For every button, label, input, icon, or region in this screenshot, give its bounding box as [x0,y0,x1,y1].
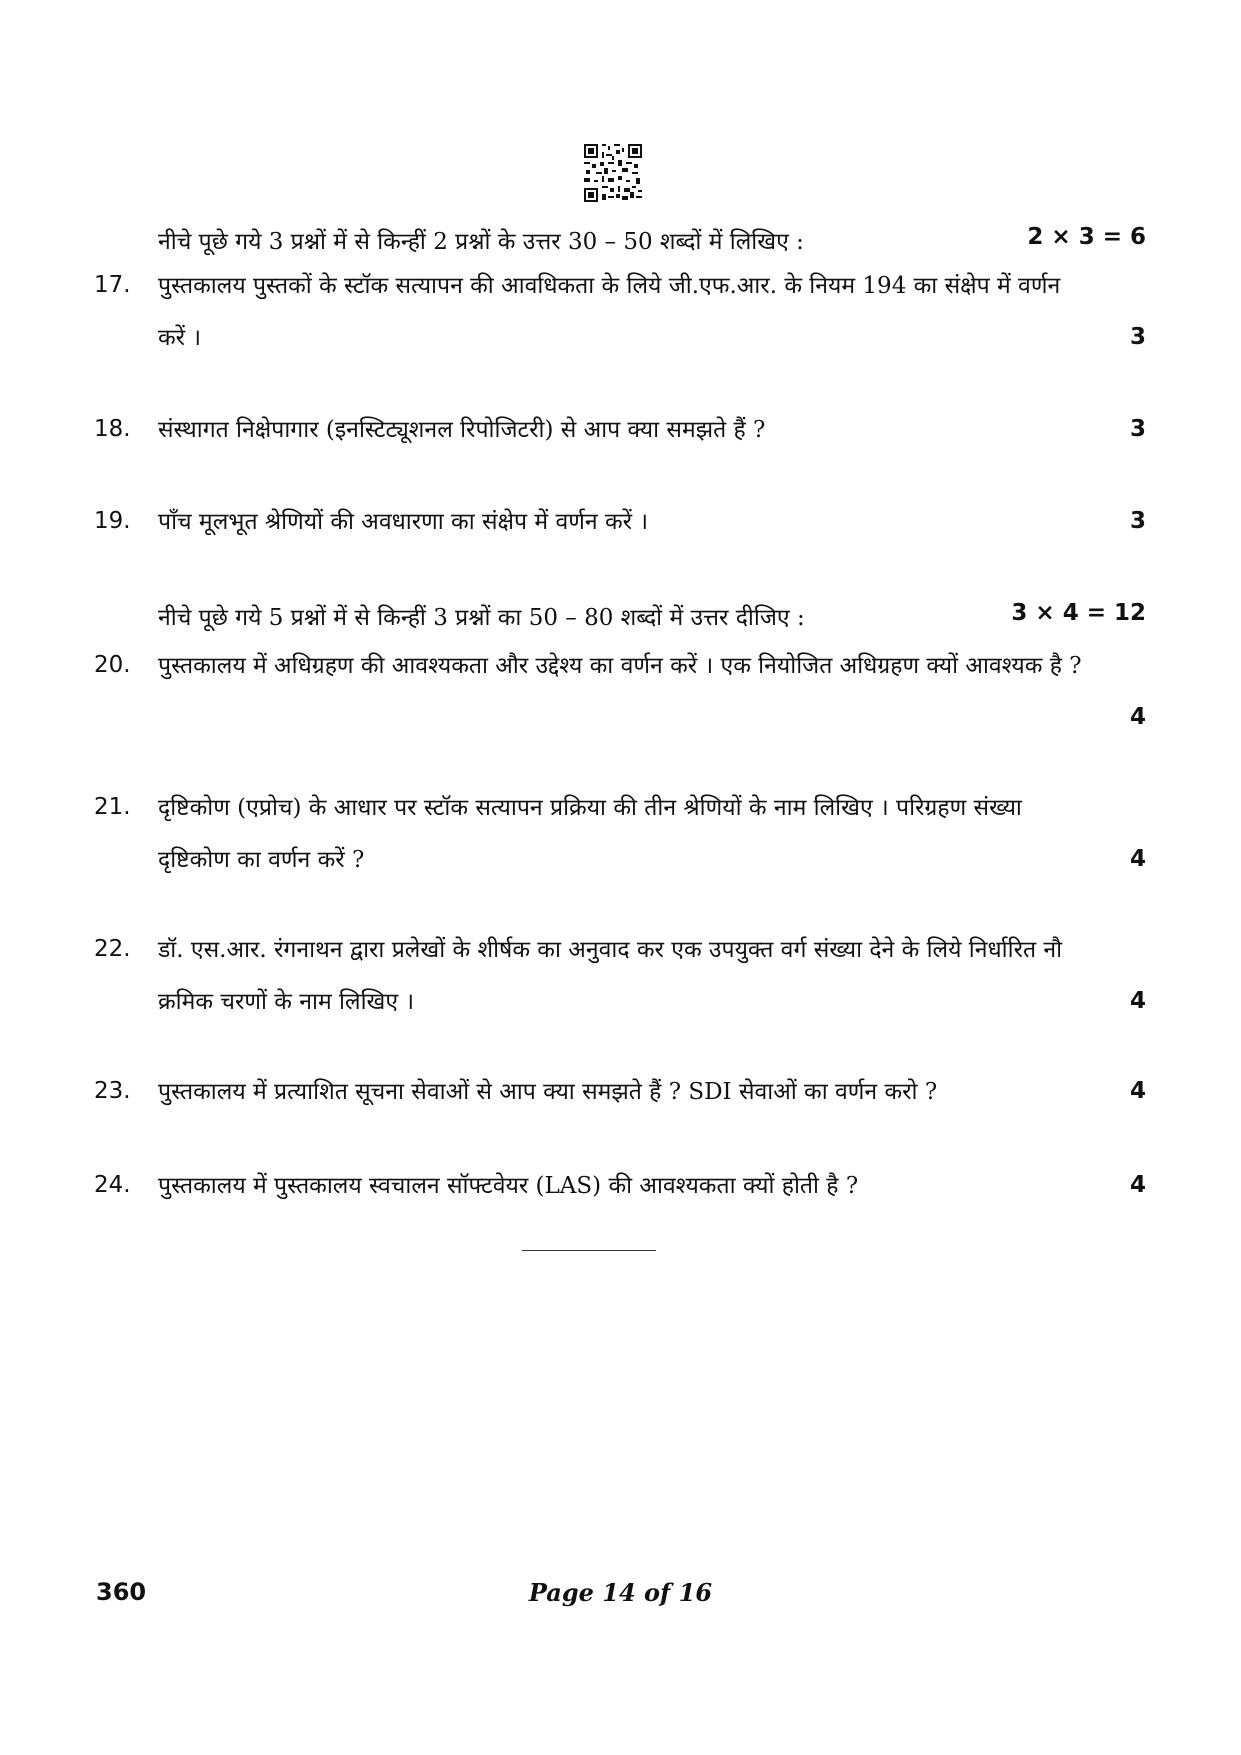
paper-code: 360 [96,1578,147,1606]
question-number: 21. [94,794,131,820]
question-text: पुस्तकालय में पुस्तकालय स्वचालन सॉफ्टवेयर (LAS) की आवश्यकता क्यों होती है ? [158,1173,859,1199]
question-number: 23. [94,1078,131,1104]
question-number: 19. [94,508,131,534]
question-number: 22. [94,936,131,962]
question-marks: 4 [1129,704,1146,730]
question-number: 17. [94,272,131,298]
section-marks: 2 × 3 = 6 [1027,224,1146,250]
question-marks: 3 [1129,324,1146,350]
question-marks: 4 [1129,1172,1146,1198]
instruction-text: नीचे पूछे गये 3 प्रश्नों में से किन्हीं 2 प्रश्नों के उत्तर 30 – 50 शब्दों में लिखिए : [158,229,804,255]
question-text: पुस्तकालय में प्रत्याशित सूचना सेवाओं से आप क्या समझते हैं ? SDI सेवाओं का वर्णन करो ? [158,1079,938,1105]
question-marks: 4 [1129,1078,1146,1104]
section-marks: 3 × 4 = 12 [1011,600,1146,626]
end-divider [522,1250,656,1251]
question-text: संस्थागत निक्षेपागार (इनस्टिट्यूशनल रिपोजिटरी) से आप क्या समझते हैं ? [158,417,766,443]
question-text: दृष्टिकोण (एप्रोच) के आधार पर स्टॉक सत्यापन प्रक्रिया की तीन श्रेणियों के नाम लिखिए । परिग्रहण संख्या दृष्टिकोण का वर्णन करें ? [158,795,1022,873]
question-text: डॉ. एस.आर. रंगनाथन द्वारा प्रलेखों के शीर्षक का अनुवाद कर एक उपयुक्त वर्ग संख्या देने के लिये निर्धारित नौ क्रमिक चरणों के नाम लिखिए । [158,937,1063,1015]
question-number: 18. [94,416,131,442]
question-marks: 3 [1129,508,1146,534]
question-text: पुस्तकालय में अधिग्रहण की आवश्यकता और उद्देश्य का वर्णन करें । एक नियोजित अधिग्रहण क्यों आवश्यक है ? [158,653,1082,679]
question-marks: 4 [1129,988,1146,1014]
question-marks: 4 [1129,846,1146,872]
question-marks: 3 [1129,416,1146,442]
instruction-text: नीचे पूछे गये 5 प्रश्नों में से किन्हीं 3 प्रश्नों का 50 – 80 शब्दों में उत्तर दीजिए : [158,605,805,631]
question-number: 24. [94,1172,131,1198]
qr-code-icon [584,144,642,202]
question-text: पाँच मूलभूत श्रेणियों की अवधारणा का संक्षेप में वर्णन करें । [158,509,649,535]
page-number: Page 14 of 16 [528,1578,713,1607]
question-text: पुस्तकालय पुस्तकों के स्टॉक सत्यापन की आवधिकता के लिये जी.एफ.आर. के नियम 194 का संक्षेप में वर्णन करें । [158,273,1061,351]
question-number: 20. [94,652,131,678]
